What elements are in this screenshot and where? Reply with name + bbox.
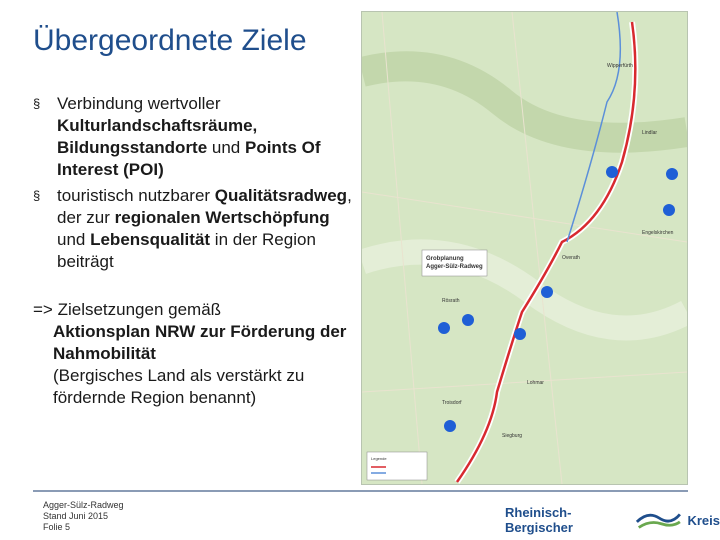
slide-content [33,93,353,409]
poi-marker [663,204,675,216]
bullet-text: Points Of Interest (POI) [57,138,321,179]
logo-suffix: Kreis [687,512,720,528]
footer-info [43,500,124,533]
route-map [361,11,688,485]
conclusion-line1: => Zielsetzungen gemäß [33,300,222,319]
map-title-text: Grobplanung Agger-Sülz-Radweg [426,256,483,270]
poi-marker [444,420,456,432]
bullet-item [33,185,353,273]
conclusion-body [33,321,353,409]
bullet-text: Qualitätsradweg [214,186,348,205]
place-label: Siegburg [502,433,523,439]
footer-line1: Agger-Sülz-Radweg [43,500,124,510]
conclusion-bold: Aktionsplan NRW zur Förderung der Nahmobilität [53,322,347,363]
bullet-text: in der Region beiträgt [57,230,316,271]
conclusion-text [33,299,353,409]
place-label: Wipperfürth [607,63,633,69]
conclusion-rest: (Bergisches Land als verstärkt zu fördernde Region benannt) [53,366,305,407]
footer-line3: Folie 5 [43,522,71,532]
rbk-logo [505,505,720,535]
place-label: Engelskirchen [642,230,674,236]
bullet-text: regionalen Wertschöpfung [114,208,330,227]
slide-title: Übergeordnete Ziele [33,24,307,57]
logo-waves-icon [635,508,682,532]
bullet-text: und [57,230,91,249]
place-label: Troisdorf [442,400,462,406]
bullet-text: Lebensqualität [90,230,211,249]
bullet-item [33,93,353,181]
poi-marker [606,166,618,178]
place-label: Lohmar [527,380,544,386]
place-label: Lindlar [642,130,658,136]
poi-marker [438,322,450,334]
footer-line2: Stand Juni 2015 [43,511,109,521]
bullet-text: Kulturlandschaftsräume, Bildungsstandorte [57,116,258,157]
footer-divider [33,490,688,492]
map-title-box [422,250,487,276]
place-label: Rösrath [442,298,460,304]
bullet-mark: § [33,188,41,203]
bullet-list [33,93,353,273]
poi-marker [666,168,678,180]
bullet-text: und [207,138,245,157]
place-label: Overath [562,255,580,261]
poi-marker [541,286,553,298]
poi-marker [514,328,526,340]
bullet-text: , der zur [57,186,352,227]
legend-title: Legende [371,456,387,461]
poi-marker [462,314,474,326]
bullet-text: Verbindung wertvoller [57,94,221,113]
logo-name: Rheinisch-Bergischer [505,505,573,535]
bullet-mark: § [33,96,41,111]
map-svg [362,12,687,484]
bullet-text: touristisch nutzbarer [57,186,215,205]
